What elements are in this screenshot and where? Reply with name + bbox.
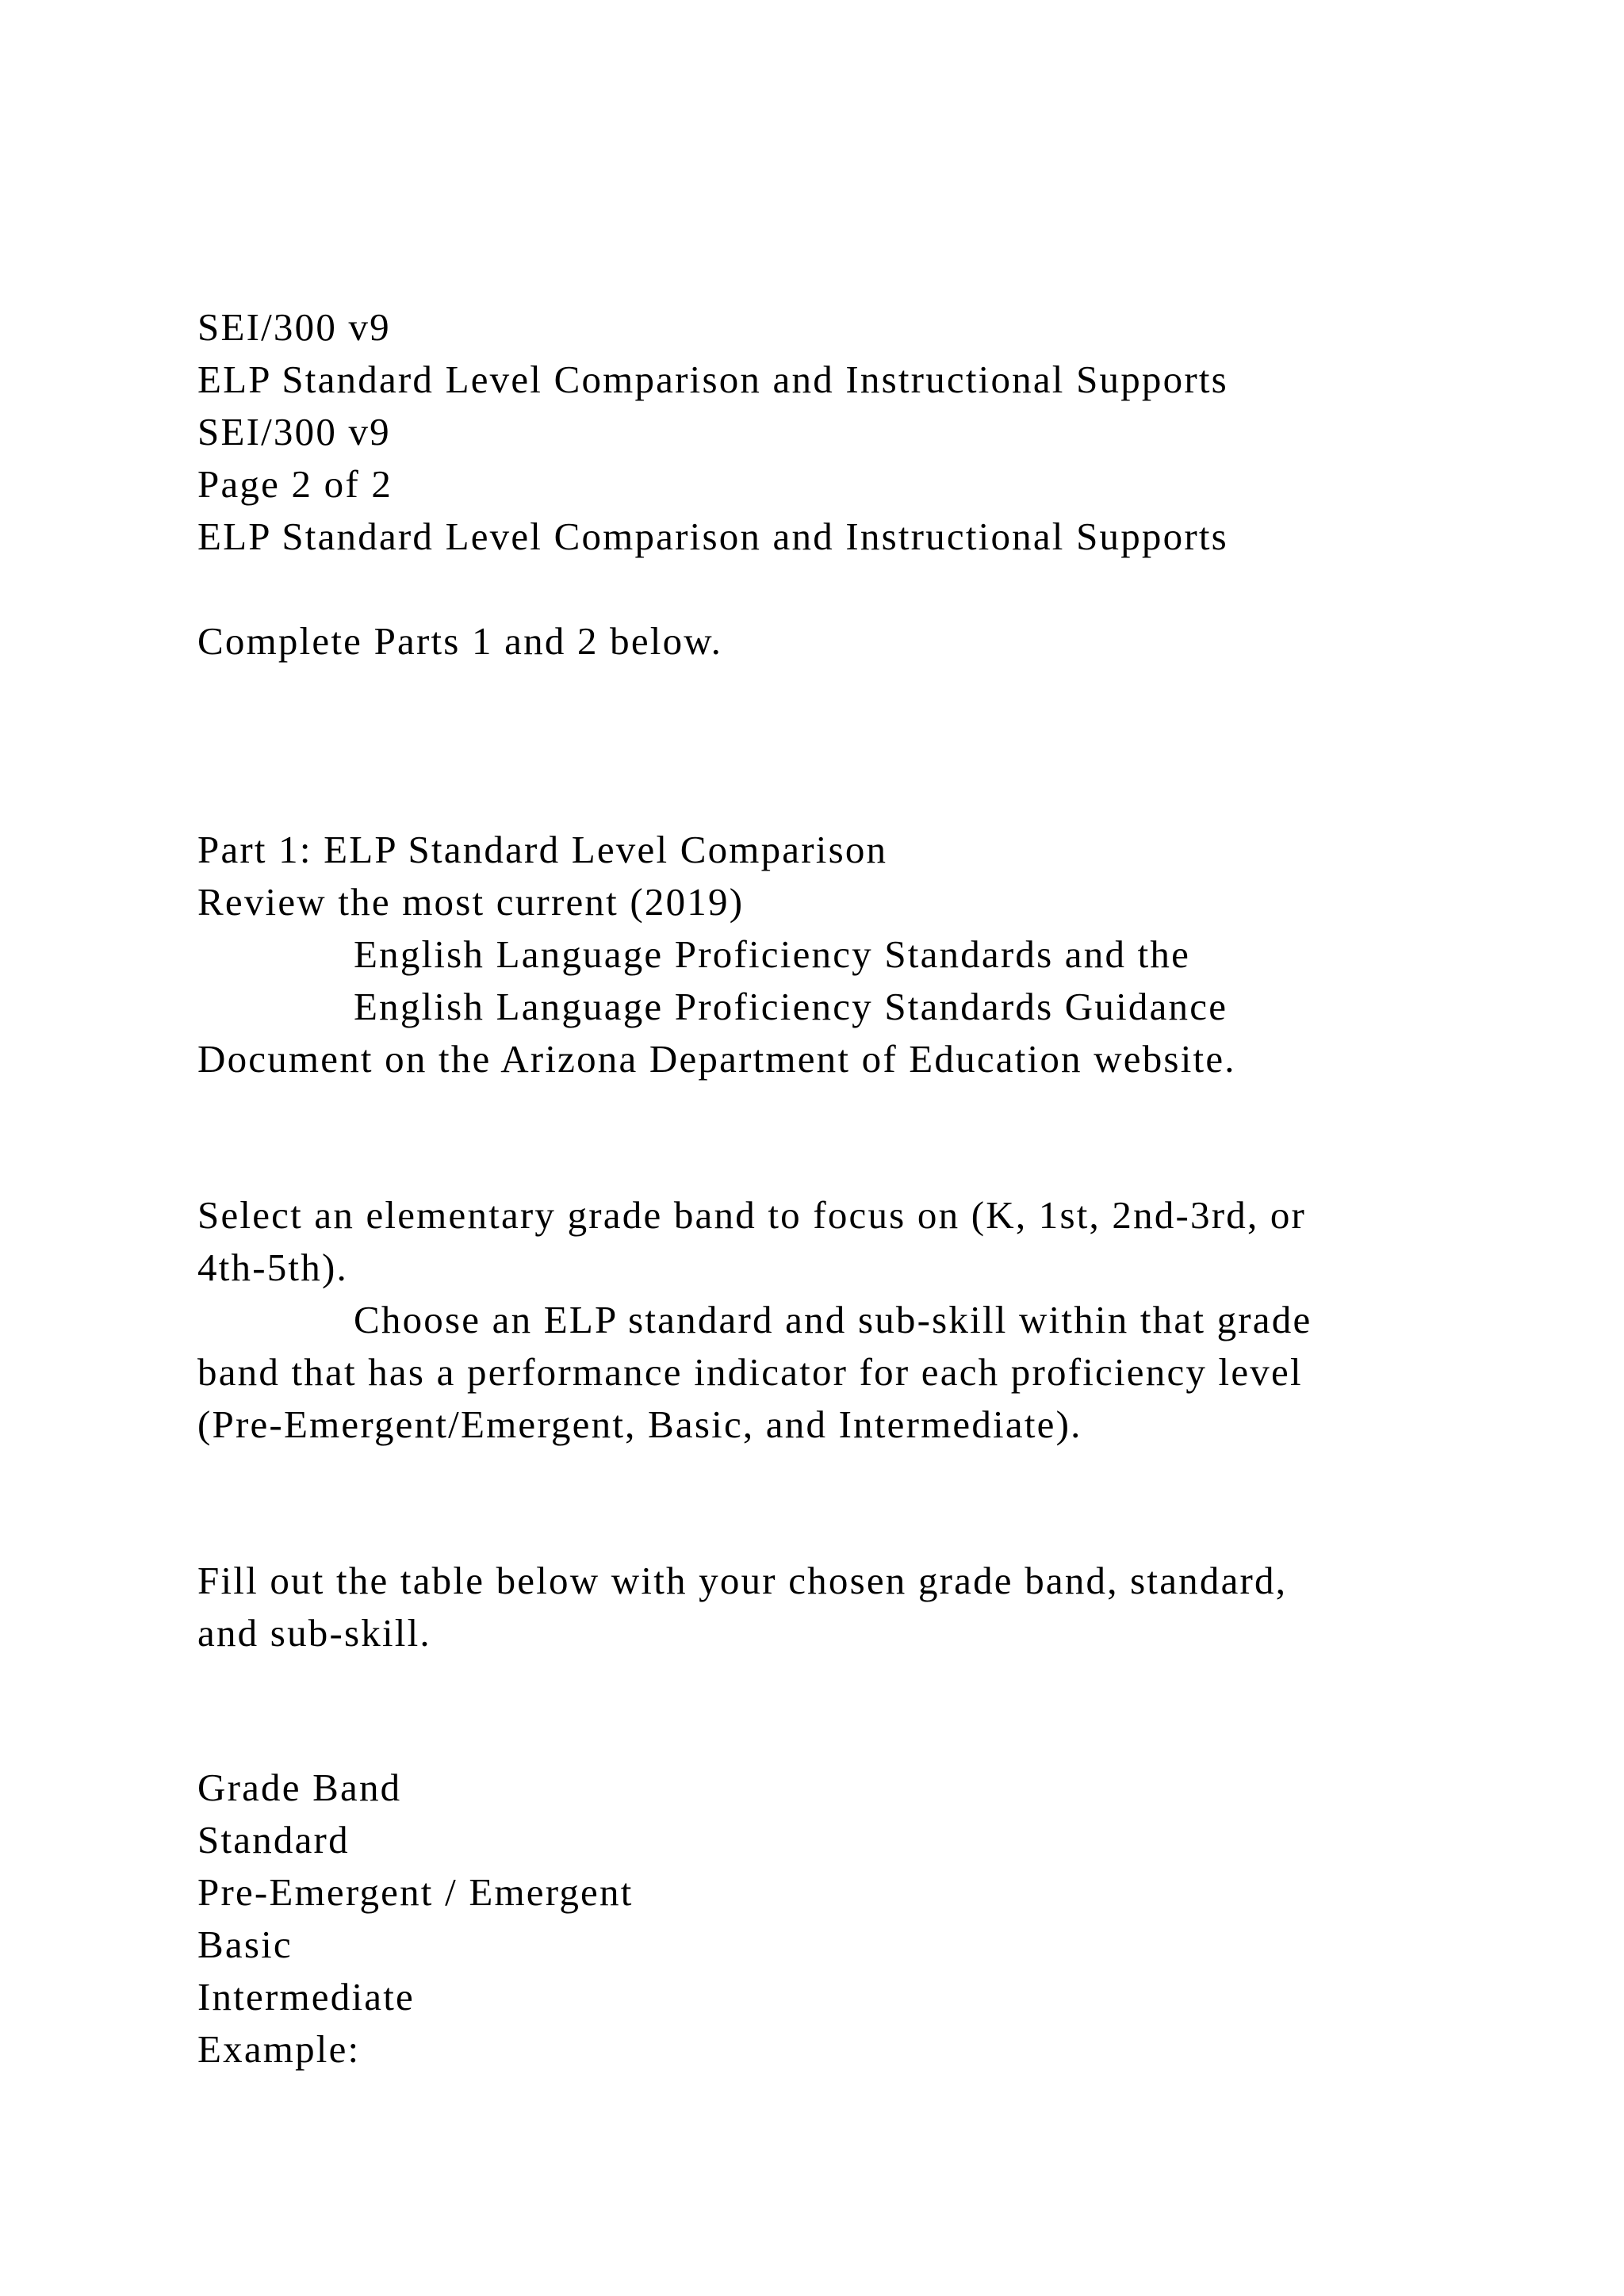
choose-instruction: Choose an ELP standard and sub-skill within that grade [354, 1298, 1312, 1341]
fill-instruction: and sub-skill. [197, 1611, 431, 1655]
table-header-basic: Basic [197, 1923, 293, 1966]
choose-instruction: (Pre-Emergent/Emergent, Basic, and Intermediate). [197, 1402, 1082, 1446]
part1-heading: Part 1: ELP Standard Level Comparison [197, 828, 888, 871]
document-title: ELP Standard Level Comparison and Instructional Supports [197, 515, 1228, 558]
document-title: ELP Standard Level Comparison and Instructional Supports [197, 358, 1228, 401]
table-row-label: Example: [197, 2027, 361, 2071]
course-code: SEI/300 v9 [197, 410, 391, 453]
review-text: English Language Proficiency Standards Guidance [354, 985, 1228, 1028]
table-header-intermediate: Intermediate [197, 1975, 415, 2019]
course-code: SEI/300 v9 [197, 305, 391, 349]
choose-instruction: band that has a performance indicator for each proficiency level [197, 1350, 1303, 1394]
page-number: Page 2 of 2 [197, 462, 393, 506]
intro-instruction: Complete Parts 1 and 2 below. [197, 619, 723, 663]
review-text: Review the most current (2019) [197, 880, 745, 924]
table-header-pre-emergent: Pre-Emergent / Emergent [197, 1870, 634, 1914]
fill-instruction: Fill out the table below with your chosen grade band, standard, [197, 1559, 1288, 1602]
table-header-grade-band: Grade Band [197, 1766, 402, 1809]
table-header-standard: Standard [197, 1818, 350, 1862]
review-text: English Language Proficiency Standards and the [354, 932, 1191, 976]
select-instruction: 4th-5th). [197, 1246, 348, 1289]
select-instruction: Select an elementary grade band to focus on (K, 1st, 2nd-3rd, or [197, 1193, 1307, 1237]
review-text: Document on the Arizona Department of Education website. [197, 1037, 1236, 1081]
